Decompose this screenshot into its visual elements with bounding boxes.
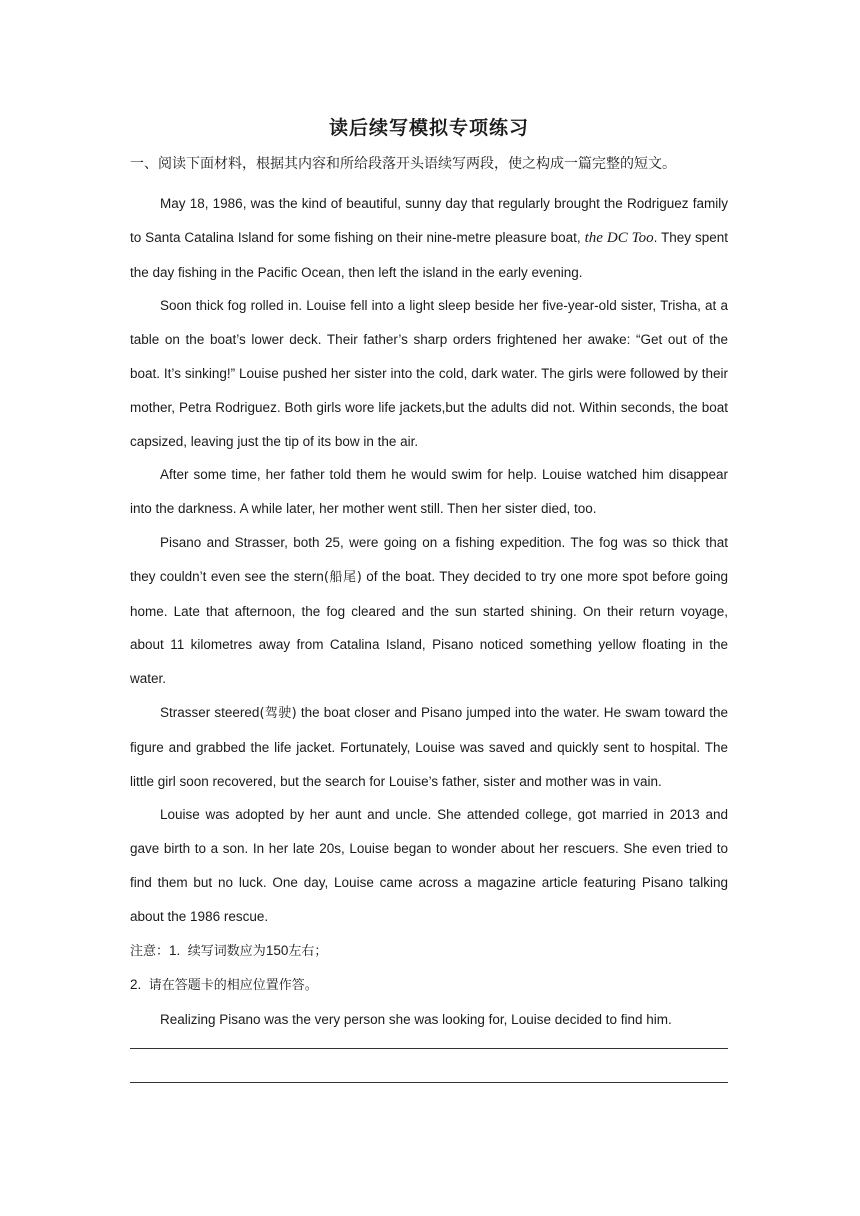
page-title: 读后续写模拟专项练习: [328, 117, 529, 139]
paragraph-1-text-a: May 18, 1986, was the kind of beautiful, sunny day that regularly brought the Rodriguez family to Santa Catalina Island for some fishing on their nine-metre pleasure boat,: [130, 196, 728, 245]
note-1-text-b: 左右；: [288, 943, 328, 959]
paragraph-4-text-a: Pisano and Strasser, both 25, were going on a fishing expedition. The fog was so thick that they couldn’t even see the stern: [130, 534, 728, 584]
note-1-number: 1.: [169, 942, 181, 958]
paragraph-5: [130, 696, 728, 798]
gloss-steered: (驾驶): [259, 705, 297, 721]
note-item-2: [130, 968, 728, 1003]
note-item-1: [130, 934, 728, 969]
note-2-text: 请在答题卡的相应位置作答。: [148, 978, 318, 994]
note-1-text-a: 续写词数应为: [187, 943, 266, 959]
paragraph-2: Soon thick fog rolled in. Louise fell into a light sleep beside her five-year-old sister, Trisha, at a table on the boat’s lower deck. Their father’s sharp orders frightened her awake: “Get out of the boat. It’s sinking!” Louise pushed her sister into the cold, dark water. The girls were followed by their mother, Petra Rodriguez. Both girls wore life jackets,but the adults did not. Within seconds, the boat capsized, leaving just the tip of its bow in the air.: [130, 298, 728, 449]
note-2-number: 2.: [130, 977, 142, 993]
paragraph-1: [130, 187, 728, 289]
paragraph-4-text-b: of the boat. They decided to try one more spot before going home. Late that afternoon, the fog cleared and the sun started shining. On their return voyage, about 11 kilometres away from Catalina Island, Pisano noticed something yellow floating in the water.: [130, 568, 728, 687]
answer-line-1[interactable]: [130, 1048, 728, 1049]
reading-passage: [130, 187, 728, 1037]
paragraph-5-text-a: Strasser steered: [160, 704, 260, 720]
task-instruction: 一、阅读下面材料，根据其内容和所给段落开头语续写两段，使之构成一篇完整的短文。: [130, 156, 676, 172]
gloss-stern: (船尾): [323, 569, 362, 585]
answer-line-2[interactable]: [130, 1082, 728, 1083]
paragraph-3: After some time, her father told them he would swim for help. Louise watched him disappear into the darkness. A while later, her mother went still. Then her sister died, too.: [130, 467, 728, 517]
continuation-prompt: Realizing Pisano was the very person she was looking for, Louise decided to find him.: [160, 1012, 672, 1028]
paragraph-4: [130, 526, 728, 696]
boat-name: the DC Too: [584, 229, 654, 246]
paragraph-6: Louise was adopted by her aunt and uncle. She attended college, got married in 2013 and gave birth to a son. In her late 20s, Louise began to wonder about her rescuers. She even tried to find them but no luck. One day, Louise came across a magazine article featuring Pisano talking about the 1986 rescue.: [130, 807, 728, 924]
paragraph-5-text-b: the boat closer and Pisano jumped into the water. He swam toward the figure and grabbed the life jacket. Fortunately, Louise was saved and quickly sent to hospital. The little girl soon recovered, but the search for Louise’s father, sister and mother was in vain.: [130, 704, 728, 789]
note-prefix: 注意：: [130, 943, 170, 959]
paragraph-1-text-b: . They spent the day fishing in the Pacific Ocean, then left the island in the early evening.: [130, 229, 728, 280]
note-1-word-count: 150: [265, 942, 289, 958]
